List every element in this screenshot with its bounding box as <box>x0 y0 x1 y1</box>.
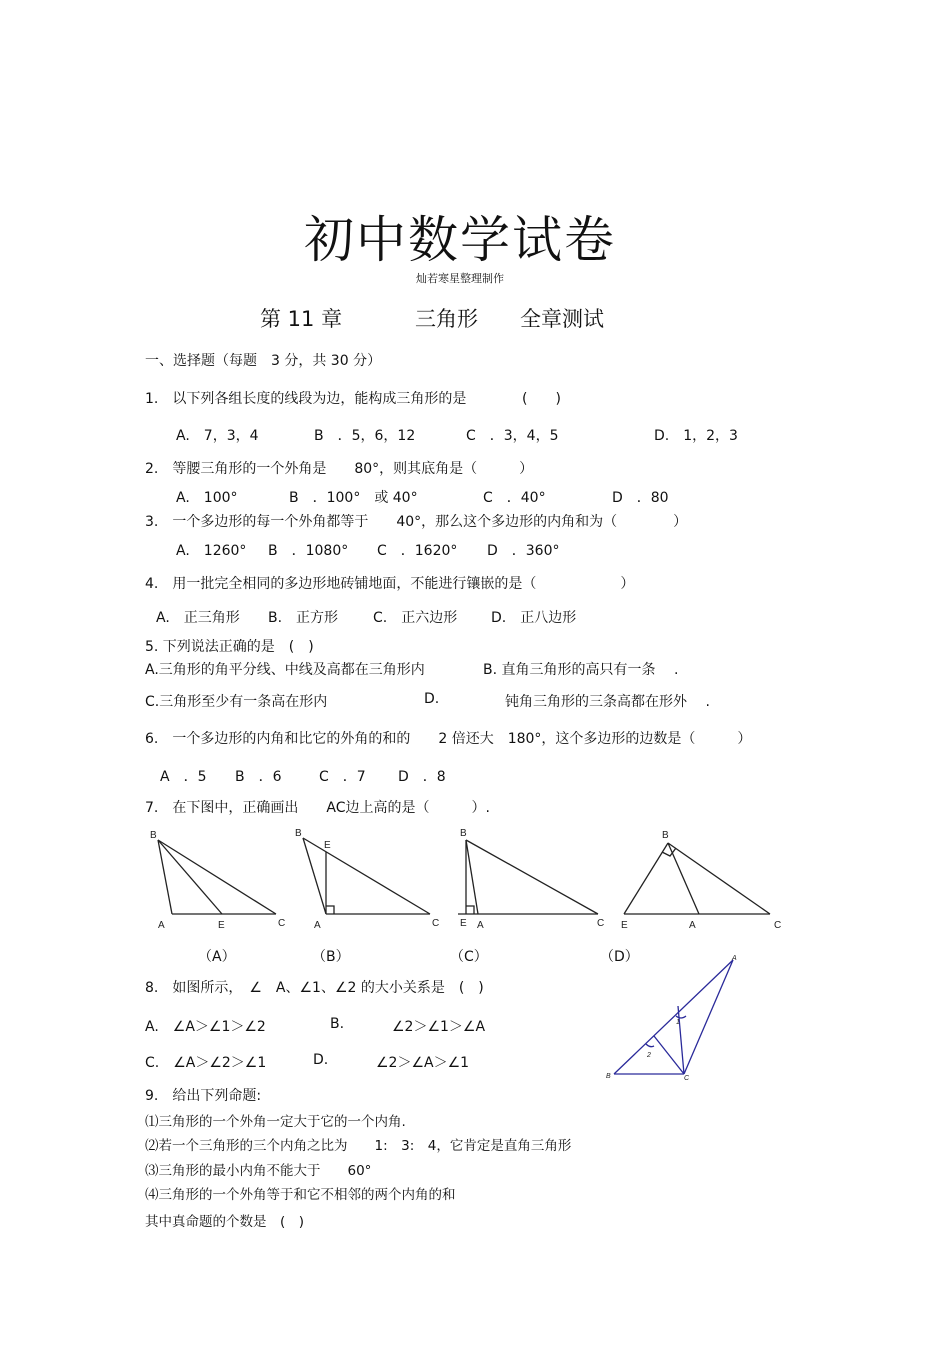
q4-option-b: B. 正方形 <box>268 610 339 626</box>
q9-item-4: ⑷三角形的一个外角等于和它不相邻的两个内角的和 <box>145 1187 456 1203</box>
q7a-point-c: C <box>278 918 286 929</box>
q7a-point-e: E <box>218 920 225 931</box>
q8-point-a: A <box>732 955 737 962</box>
q8-figure <box>600 950 750 1085</box>
q8-option-d-label: D. <box>313 1052 329 1068</box>
q6-option-a: A ．5 <box>160 769 207 785</box>
q6-option-c: C ．7 <box>319 769 366 785</box>
q9-item-1: ⑴三角形的一个外角一定大于它的一个内角. <box>145 1114 406 1130</box>
q7b-point-e: E <box>324 840 331 851</box>
q8-option-d-text: ∠2＞∠A＞∠1 <box>376 1055 470 1071</box>
q1-stem: 1. 以下列各组长度的线段为边，能构成三角形的是 <box>145 391 467 407</box>
q4-option-a: A. 正三角形 <box>156 610 240 626</box>
q6-stem: 6. 一个多边形的内角和比它的外角的和的 2 倍还大 180°，这个多边形的边数是（ ） <box>145 731 752 747</box>
q7c-point-c: C <box>597 918 605 929</box>
q9-stem: 9. 给出下列命题: <box>145 1088 262 1104</box>
q8-option-a: A. ∠A＞∠1＞∠2 <box>145 1019 266 1035</box>
q8-option-b-text: ∠2＞∠1＞∠A <box>392 1019 486 1035</box>
q3-option-a: A. 1260° <box>176 543 247 559</box>
q2-stem: 2. 等腰三角形的一个外角是 80°，则其底角是（ ） <box>145 461 534 477</box>
q5-option-b: B. 直角三角形的高只有一条 . <box>483 662 679 678</box>
q9-item-2: ⑵若一个三角形的三个内角之比为 1: 3: 4，它肯定是直角三角形 <box>145 1138 572 1154</box>
q1-option-a: A. 7，3，4 <box>176 428 259 444</box>
q8-option-b-label: B. <box>330 1016 345 1032</box>
q8-point-b: B <box>606 1073 611 1080</box>
q7-figure-b <box>303 838 430 914</box>
q8-angle-2: 2 <box>647 1052 651 1059</box>
q7d-point-e: E <box>621 920 628 931</box>
q5-option-d-text: 钝角三角形的三条高都在形外 . <box>505 694 710 710</box>
author-note: 灿若寒星整理制作 <box>416 272 504 285</box>
q5-stem: 5. 下列说法正确的是 ( ) <box>145 639 314 655</box>
q1-option-d: D. 1，2，3 <box>654 428 738 444</box>
q7a-point-b: B <box>150 830 157 841</box>
q2-option-c: C ．40° <box>483 490 546 506</box>
q7-figure-d <box>624 843 770 914</box>
section-heading: 一、选择题（每题 3 分，共 30 分） <box>145 353 382 369</box>
q5-option-d-label: D. <box>424 691 440 707</box>
chapter-scope: 全章测试 <box>520 307 604 331</box>
q7b-point-b: B <box>295 828 302 839</box>
q7-figure-label-c: （C） <box>450 949 488 965</box>
q7a-point-a: A <box>158 920 165 931</box>
q5-option-a: A.三角形的角平分线、中线及高都在三角形内 <box>145 662 425 678</box>
q8-point-c: C <box>684 1075 690 1082</box>
q7-figure-label-d: （D） <box>600 949 639 965</box>
q1-option-c: C ．3，4，5 <box>466 428 559 444</box>
chapter-number: 第 11 章 <box>260 307 343 331</box>
q3-option-b: B ．1080° <box>268 543 349 559</box>
q7-figure-label-a: （A） <box>198 949 236 965</box>
q6-option-b: B ．6 <box>235 769 282 785</box>
q7d-point-a: A <box>689 920 696 931</box>
q7b-point-a: A <box>314 920 321 931</box>
q7-figures <box>0 820 950 940</box>
page-title: 初中数学试卷 <box>304 211 616 269</box>
q7d-point-b: B <box>662 830 669 841</box>
q7c-point-a: A <box>477 920 484 931</box>
q6-option-d: D ．8 <box>398 769 446 785</box>
q4-option-c: C. 正六边形 <box>373 610 458 626</box>
q7-figure-a <box>158 840 276 914</box>
q7-stem: 7. 在下图中，正确画出 AC边上高的是（ ）. <box>145 800 490 816</box>
q8-option-c: C. ∠A＞∠2＞∠1 <box>145 1055 267 1071</box>
q9-ask: 其中真命题的个数是 ( ) <box>145 1214 305 1230</box>
q8-stem: 8. 如图所示， ∠ A、∠1、∠2 的大小关系是 ( ) <box>145 980 484 996</box>
q2-option-b: B ．100° 或 40° <box>289 490 418 506</box>
q7c-point-b: B <box>460 828 467 839</box>
q7d-point-c: C <box>774 920 782 931</box>
q3-option-d: D ．360° <box>487 543 560 559</box>
q1-answer-paren: ( ) <box>522 391 561 407</box>
q7b-point-c: C <box>432 918 440 929</box>
q5-option-c: C.三角形至少有一条高在形内 <box>145 694 328 710</box>
q1-option-b: B ．5，6，12 <box>314 428 416 444</box>
q9-item-3: ⑶三角形的最小内角不能大于 60° <box>145 1163 372 1179</box>
q2-option-a: A. 100° <box>176 490 238 506</box>
q7c-point-e: E <box>460 918 467 929</box>
q8-angle-1: 1 <box>676 1019 680 1026</box>
q4-stem: 4. 用一批完全相同的多边形地砖铺地面，不能进行镶嵌的是（ ） <box>145 576 635 592</box>
q3-option-c: C ．1620° <box>377 543 458 559</box>
q7-figure-c <box>458 840 598 914</box>
q7-figure-label-b: （B） <box>312 949 350 965</box>
q3-stem: 3. 一个多边形的每一个外角都等于 40°，那么这个多边形的内角和为（ ） <box>145 514 688 530</box>
chapter-topic: 三角形 <box>415 307 478 331</box>
q4-option-d: D. 正八边形 <box>491 610 577 626</box>
q2-option-d: D ．80 <box>612 490 669 506</box>
